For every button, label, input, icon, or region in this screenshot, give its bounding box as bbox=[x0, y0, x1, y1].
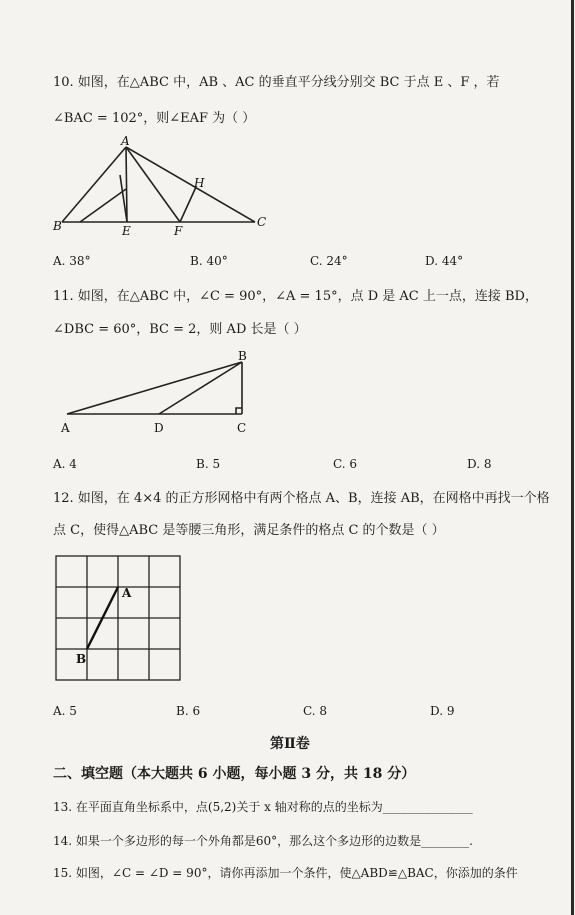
q10-line2: ∠BAC = 102°，则∠EAF 为（ ） bbox=[53, 111, 256, 126]
q11-option-d: D. 8 bbox=[467, 457, 492, 471]
q11-option-a: A. 4 bbox=[53, 457, 77, 471]
q12-option-a: A. 5 bbox=[53, 704, 77, 718]
q11-label-a: A bbox=[61, 421, 70, 435]
part2-title: 第Ⅱ卷 bbox=[270, 736, 310, 752]
q12-line2: 点 C，使得△ABC 是等腰三角形，满足条件的格点 C 的个数是（ ） bbox=[53, 523, 445, 538]
q11-label-b: B bbox=[238, 349, 247, 363]
q10-label-f: F bbox=[174, 224, 183, 238]
q10-label-c: C bbox=[257, 215, 267, 229]
q11-label-c: C bbox=[237, 421, 247, 435]
q11-option-b: B. 5 bbox=[196, 457, 221, 471]
q12-line1: 12. 如图，在 4×4 的正方形网格中有两个格点 A、B，连接 AB，在网格中再找一个格 bbox=[53, 491, 550, 506]
q10-option-d: D. 44° bbox=[425, 254, 464, 268]
q12-option-c: C. 8 bbox=[303, 704, 328, 718]
q10-label-e: E bbox=[122, 224, 131, 238]
q11-triangle-figure bbox=[55, 348, 265, 436]
page-edge-shadow bbox=[571, 0, 574, 915]
q10-line1: 10. 如图，在△ABC 中，AB 、AC 的垂直平分线分别交 BC 于点 E 、F ，若 bbox=[53, 75, 500, 90]
q12-label-b: B bbox=[76, 652, 87, 666]
q12-label-a: A bbox=[122, 586, 132, 600]
q11-option-c: C. 6 bbox=[333, 457, 358, 471]
q11-label-d: D bbox=[154, 421, 164, 435]
q12-grid-figure bbox=[50, 552, 185, 687]
q11-line2: ∠DBC = 60°，BC = 2，则 AD 长是（ ） bbox=[53, 322, 307, 337]
q15-text: 15. 如图，∠C = ∠D = 90°，请你再添加一个条件，使△ABD≌△BAC，你添加的条件 bbox=[53, 866, 518, 880]
q10-triangle-figure bbox=[50, 135, 280, 240]
q10-label-b: B bbox=[53, 219, 62, 233]
q12-option-b: B. 6 bbox=[176, 704, 201, 718]
q10-label-a: A bbox=[121, 135, 130, 148]
part2-section-heading: 二、填空题（本大题共 6 小题，每小题 3 分，共 18 分） bbox=[53, 766, 416, 782]
q11-line1: 11. 如图，在△ABC 中，∠C = 90°，∠A = 15°，点 D 是 AC 上一点，连接 BD， bbox=[53, 289, 538, 304]
q12-option-d: D. 9 bbox=[430, 704, 455, 718]
q10-option-a: A. 38° bbox=[53, 254, 91, 268]
q14-text: 14. 如果一个多边形的每一个外角都是60°，那么这个多边形的边数是________. bbox=[53, 834, 473, 848]
q10-option-c: C. 24° bbox=[310, 254, 348, 268]
q13-text: 13. 在平面直角坐标系中，点(5,2)关于 x 轴对称的点的坐标为_______________ bbox=[53, 800, 473, 814]
q10-option-b: B. 40° bbox=[190, 254, 228, 268]
q10-label-h: H bbox=[194, 176, 205, 190]
